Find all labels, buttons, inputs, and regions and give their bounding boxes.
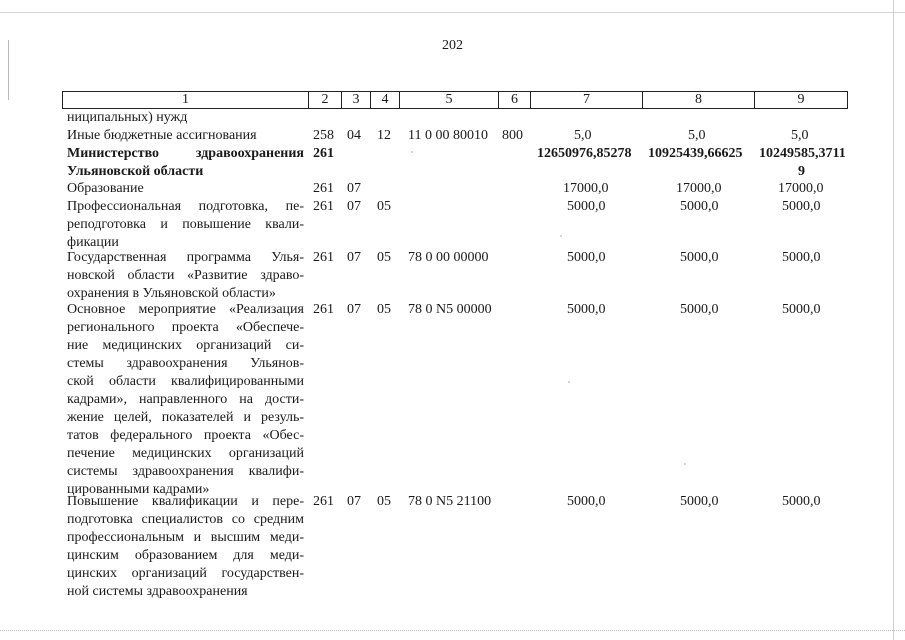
row-name-line: реподготовка и повышение квали- xyxy=(67,217,304,232)
row-name-line: Повышение квалификации и пере- xyxy=(67,494,304,509)
cell-c5: 78 0 N5 21100 xyxy=(408,494,492,509)
cell-c7: 5000,0 xyxy=(567,494,606,509)
scan-speck xyxy=(411,151,413,153)
cell-c5: 11 0 00 80010 xyxy=(408,128,488,143)
row-name-line: Ульяновской области xyxy=(67,164,204,179)
row-name-line: стемы здравоохранения Ульянов- xyxy=(67,356,304,371)
cell-c9-wrap: 9 xyxy=(798,164,805,179)
scan-edge-top xyxy=(0,12,905,13)
cell-c3: 07 xyxy=(347,250,361,265)
row-name xyxy=(67,145,304,181)
cell-c7: 5000,0 xyxy=(567,199,606,214)
row-name-line: регионального проекта «Обеспече- xyxy=(67,320,304,335)
row-name xyxy=(67,249,304,303)
cell-c9: 10249585,3711 xyxy=(759,146,846,161)
row-name-line: охранения в Ульяновской области» xyxy=(67,286,276,301)
row-name-line: цинских организаций государствен- xyxy=(67,566,304,581)
cell-c5: 78 0 00 00000 xyxy=(408,250,489,265)
cell-c8: 5000,0 xyxy=(680,250,719,265)
row-name-line: кадрами», направленного на дости- xyxy=(67,392,304,407)
row-name-line: Профессиональная подготовка, пе- xyxy=(67,199,304,214)
header-col-4: 4 xyxy=(370,91,400,109)
cell-c9: 5000,0 xyxy=(782,302,821,317)
row-name xyxy=(67,493,304,601)
cell-c2: 261 xyxy=(313,199,334,214)
cell-c7: 5000,0 xyxy=(567,250,606,265)
cell-c4: 05 xyxy=(377,250,391,265)
header-col-8: 8 xyxy=(642,91,755,109)
row-name-line: Государственная программа Улья- xyxy=(67,250,304,265)
header-col-9: 9 xyxy=(754,91,848,109)
cell-c4: 12 xyxy=(377,128,391,143)
cell-c8: 5,0 xyxy=(688,128,706,143)
cell-c6: 800 xyxy=(502,128,523,143)
cell-c2: 261 xyxy=(313,302,334,317)
cell-c9: 5000,0 xyxy=(782,494,821,509)
header-col-7: 7 xyxy=(530,91,643,109)
cell-c4: 05 xyxy=(377,302,391,317)
header-col-6: 6 xyxy=(498,91,531,109)
cell-c9: 17000,0 xyxy=(778,181,824,196)
header-col-1: 1 xyxy=(62,91,309,109)
header-col-3: 3 xyxy=(341,91,371,109)
scan-speck xyxy=(684,463,686,465)
cell-c3: 07 xyxy=(347,302,361,317)
row-name-line: ной системы здравоохранения xyxy=(67,584,248,599)
cell-c7: 17000,0 xyxy=(563,181,609,196)
cell-c8: 17000,0 xyxy=(676,181,722,196)
row-name-line: татов федерального проекта «Обес- xyxy=(67,428,304,443)
row-name-line: Образование xyxy=(67,181,144,196)
cell-c4: 05 xyxy=(377,199,391,214)
row-name-line: фикации xyxy=(67,235,119,250)
cell-c5: 78 0 N5 00000 xyxy=(408,302,492,317)
cell-c2: 258 xyxy=(313,128,334,143)
row-name-line: жение целей, показателей и резуль- xyxy=(67,410,304,425)
cell-c2: 261 xyxy=(313,146,334,161)
cell-c4: 05 xyxy=(377,494,391,509)
scan-edge-right xyxy=(893,0,894,640)
cell-c2: 261 xyxy=(313,494,334,509)
page-number: 202 xyxy=(442,38,463,53)
row-name xyxy=(67,198,304,252)
cell-c3: 04 xyxy=(347,128,361,143)
row-name-line: системы здравоохранения квалифи- xyxy=(67,464,304,479)
row-name-line: цинским образованием для меди- xyxy=(67,548,304,563)
row-name-line: Иные бюджетные ассигнования xyxy=(67,128,257,143)
row-name-line: ние медицинских организаций си- xyxy=(67,338,304,353)
row-name xyxy=(67,180,304,198)
header-col-2: 2 xyxy=(308,91,342,109)
row-name-line: Основное мероприятие «Реализация xyxy=(67,302,304,317)
row-name-line: ской области квалифицированными xyxy=(67,374,304,389)
row-name-line: новской области «Развитие здраво- xyxy=(67,268,304,283)
row-name-line: цированными кадрами» xyxy=(67,482,210,497)
row-name-line: печение медицинских организаций xyxy=(67,446,304,461)
cell-c9: 5,0 xyxy=(791,128,809,143)
row-name-line: профессиональным и высшим меди- xyxy=(67,530,304,545)
row-name xyxy=(67,127,304,145)
cell-c8: 5000,0 xyxy=(680,199,719,214)
header-col-5: 5 xyxy=(399,91,499,109)
cell-c9: 5000,0 xyxy=(782,199,821,214)
cell-c3: 07 xyxy=(347,199,361,214)
cell-c2: 261 xyxy=(313,181,334,196)
row-name-line: Министерство здравоохранения xyxy=(67,146,304,161)
cell-c8: 10925439,66625 xyxy=(648,146,743,161)
row-name-line: подготовка специалистов со средним xyxy=(67,512,304,527)
scan-edge-bottom xyxy=(0,630,905,632)
cell-c7: 12650976,85278 xyxy=(537,146,632,161)
cell-c8: 5000,0 xyxy=(680,302,719,317)
cell-c3: 07 xyxy=(347,181,361,196)
scan-speck xyxy=(560,235,562,237)
cell-c3: 07 xyxy=(347,494,361,509)
carry-over-text: ниципальных) нужд xyxy=(67,110,188,125)
cell-c9: 5000,0 xyxy=(782,250,821,265)
cell-c8: 5000,0 xyxy=(680,494,719,509)
cell-c7: 5000,0 xyxy=(567,302,606,317)
row-name xyxy=(67,301,304,499)
cell-c7: 5,0 xyxy=(574,128,592,143)
cell-c2: 261 xyxy=(313,250,334,265)
scan-speck xyxy=(568,381,570,383)
